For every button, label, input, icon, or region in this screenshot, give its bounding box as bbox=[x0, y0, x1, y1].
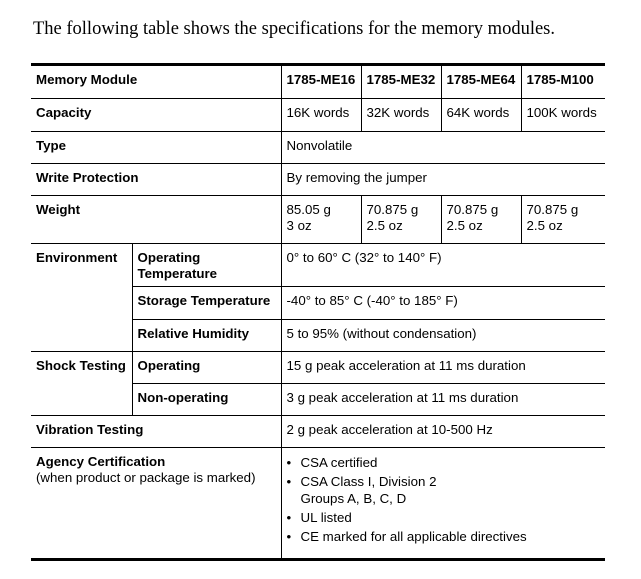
bullet-icon: • bbox=[286, 510, 292, 525]
capacity-label: Capacity bbox=[31, 99, 281, 132]
list-item bbox=[287, 509, 603, 526]
header-module: 1785-ME16 bbox=[281, 65, 361, 99]
environment-value: 0° to 60° C (32° to 140° F) bbox=[281, 244, 605, 287]
shock-row bbox=[31, 352, 605, 384]
header-module: 1785-ME64 bbox=[441, 65, 521, 99]
write-protection-value: By removing the jumper bbox=[281, 164, 605, 196]
shock-value: 3 g peak acceleration at 11 ms duration bbox=[281, 384, 605, 416]
weight-grams: 70.875 g bbox=[446, 202, 499, 217]
capacity-value: 100K words bbox=[521, 99, 605, 132]
capacity-value: 32K words bbox=[361, 99, 441, 132]
weight-ounces: 2.5 oz bbox=[446, 218, 483, 233]
environment-value: -40° to 85° C (-40° to 185° F) bbox=[281, 287, 605, 320]
list-item-text: CSA Class I, Division 2 bbox=[300, 474, 437, 489]
intro-text: The following table shows the specifications for the memory modules. bbox=[33, 19, 555, 39]
agency-sublabel: (when product or package is marked) bbox=[36, 470, 256, 485]
shock-label: Shock Testing bbox=[31, 352, 132, 416]
environment-sub-label: Operating Temperature bbox=[132, 244, 281, 287]
agency-list bbox=[287, 454, 603, 545]
type-row bbox=[31, 132, 605, 164]
vibration-label: Vibration Testing bbox=[31, 416, 281, 448]
vibration-row bbox=[31, 416, 605, 448]
spec-table bbox=[31, 63, 605, 561]
weight-row bbox=[31, 196, 605, 244]
agency-label-cell bbox=[31, 448, 281, 560]
weight-value bbox=[441, 196, 521, 244]
agency-value bbox=[281, 448, 605, 560]
environment-label: Environment bbox=[31, 244, 132, 352]
weight-grams: 70.875 g bbox=[526, 202, 579, 217]
list-item bbox=[287, 454, 603, 471]
header-row bbox=[31, 65, 605, 99]
weight-ounces: 3 oz bbox=[286, 218, 312, 233]
list-item bbox=[287, 528, 603, 545]
weight-ounces: 2.5 oz bbox=[526, 218, 563, 233]
capacity-value: 64K words bbox=[441, 99, 521, 132]
environment-sub-label: Storage Temperature bbox=[132, 287, 281, 320]
header-label: Memory Module bbox=[31, 65, 281, 99]
shock-sub-label: Non-operating bbox=[132, 384, 281, 416]
list-item-text: CSA certified bbox=[300, 455, 378, 470]
weight-label: Weight bbox=[31, 196, 281, 244]
write-protection-row bbox=[31, 164, 605, 196]
shock-value: 15 g peak acceleration at 11 ms duration bbox=[281, 352, 605, 384]
environment-row bbox=[31, 244, 605, 287]
agency-label: Agency Certification bbox=[36, 454, 166, 469]
list-item bbox=[287, 473, 603, 507]
bullet-icon: • bbox=[286, 455, 292, 470]
weight-grams: 85.05 g bbox=[286, 202, 331, 217]
capacity-value: 16K words bbox=[281, 99, 361, 132]
type-value: Nonvolatile bbox=[281, 132, 605, 164]
weight-value bbox=[281, 196, 361, 244]
write-protection-label: Write Protection bbox=[31, 164, 281, 196]
weight-grams: 70.875 g bbox=[366, 202, 419, 217]
agency-row bbox=[31, 448, 605, 560]
bullet-icon: • bbox=[286, 474, 292, 489]
list-item-text: UL listed bbox=[300, 510, 352, 525]
type-label: Type bbox=[31, 132, 281, 164]
weight-ounces: 2.5 oz bbox=[366, 218, 403, 233]
vibration-value: 2 g peak acceleration at 10-500 Hz bbox=[281, 416, 605, 448]
bullet-icon: • bbox=[286, 529, 292, 544]
weight-value bbox=[361, 196, 441, 244]
environment-sub-label: Relative Humidity bbox=[132, 320, 281, 352]
environment-value: 5 to 95% (without condensation) bbox=[281, 320, 605, 352]
list-item-text: CE marked for all applicable directives bbox=[300, 529, 527, 544]
list-item-text: Groups A, B, C, D bbox=[300, 491, 407, 506]
header-module: 1785-ME32 bbox=[361, 65, 441, 99]
header-module: 1785-M100 bbox=[521, 65, 605, 99]
weight-value bbox=[521, 196, 605, 244]
capacity-row bbox=[31, 99, 605, 132]
shock-sub-label: Operating bbox=[132, 352, 281, 384]
